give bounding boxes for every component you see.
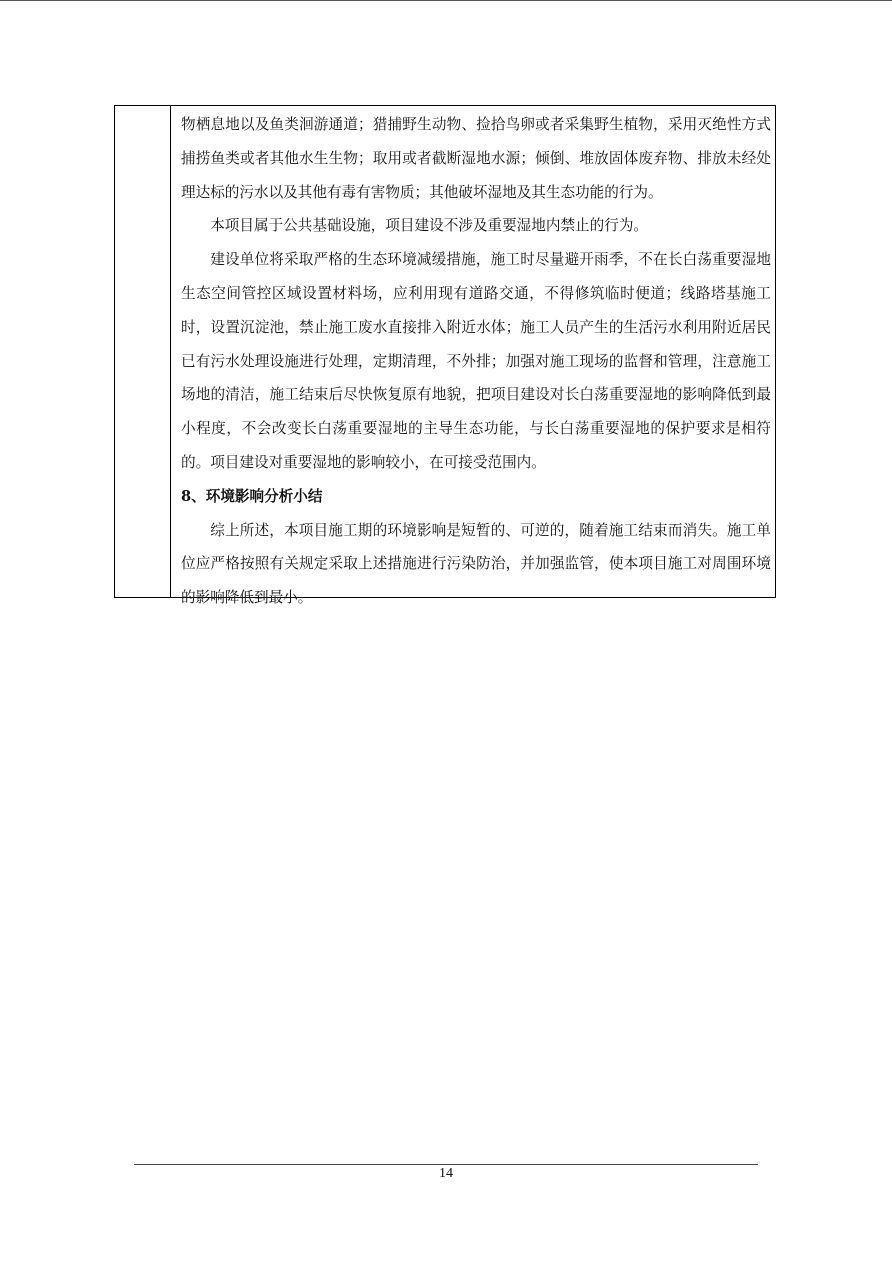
page-number: 14 <box>439 1166 453 1181</box>
paragraph-project-compliance: 本项目属于公共基础设施，项目建设不涉及重要湿地内禁止的行为。 <box>210 217 649 235</box>
section-heading: 8、环境影响分析小结 <box>181 487 323 505</box>
paragraph-mitigation-measures: 建设单位将采取严格的生态环境减缓措施，施工时尽量避开雨季，不在长白荡重要湿地生态空间管控区域设置材料场，应利用现有道路交通，不得修筑临时便道；线路塔基施工时，设置沉淀池，禁止施工废水直接排入附近水体；施工人员产生的生活污水利用附近居民已有污水处理设施进行处理，定期清理，不外排；加强对施工现场的监督和管理，注意施工场地的清洁，施工结束后尽快恢复原有地貌，把项目建设对长白荡重要湿地的影响降低到最小程度，不会改变长白荡重要湿地的主导生态功能，与长白荡重要湿地的保护要求是相符的。项目建设对重要湿地的影响较小，在可接受范围内。 <box>181 251 771 471</box>
table-content-cell <box>181 106 771 615</box>
paragraph-summary: 综上所述，本项目施工期的环境影响是短暂的、可逆的，随着施工结束而消失。施工单位应严格按照有关规定采取上述措施进行污染防治，并加强监管，使本项目施工对周围环境的影响降低到最小。 <box>181 521 771 607</box>
footer-divider <box>134 1164 758 1165</box>
content-table <box>114 105 776 607</box>
page-top-border <box>0 0 892 1</box>
table-label-column <box>115 106 171 597</box>
paragraph-wetland-prohibitions: 物栖息地以及鱼类洄游通道；猎捕野生动物、捡拾鸟卵或者采集野生植物，采用灭绝性方式捕捞鱼类或者其他水生生物；取用或者截断湿地水源；倾倒、堆放固体废弃物、排放未经处理达标的污水以及其他有毒有害物质；其他破坏湿地及其生态功能的行为。 <box>181 116 771 201</box>
